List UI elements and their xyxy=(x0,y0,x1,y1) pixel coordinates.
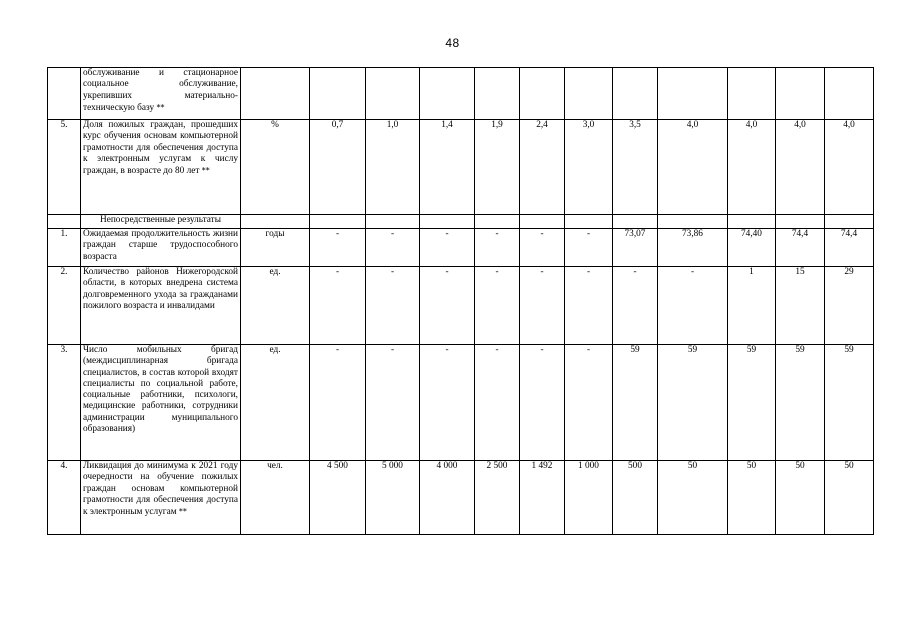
value-cell: 1 492 xyxy=(520,461,565,535)
value-cell: - xyxy=(565,345,613,461)
value-cell: 59 xyxy=(613,345,658,461)
unit-cell: ед. xyxy=(241,267,310,345)
value-cell xyxy=(613,68,658,120)
footnote-marker: ** xyxy=(201,166,210,176)
value-cell: - xyxy=(475,267,520,345)
value-cell xyxy=(366,68,420,120)
row-number-cell: 3. xyxy=(48,345,81,461)
empty-cell xyxy=(776,215,825,229)
empty-cell xyxy=(420,215,475,229)
value-cell: - xyxy=(366,267,420,345)
indicator-description: Число мобильных бригад (междисциплинарная бригада специалистов, в состав которой входят специалисты по социальной работе, социальные работники, психологи, медицинские работники, сотрудники администрации муниципального образования) xyxy=(83,345,238,435)
value-cell: - xyxy=(310,345,366,461)
value-cell xyxy=(310,68,366,120)
value-cell: 73,86 xyxy=(658,229,728,267)
value-cell: 50 xyxy=(776,461,825,535)
value-cell: 4,0 xyxy=(658,120,728,215)
value-cell xyxy=(658,68,728,120)
value-cell: - xyxy=(520,229,565,267)
value-cell: - xyxy=(520,345,565,461)
value-cell: - xyxy=(565,267,613,345)
indicator-description: Доля пожилых граждан, прошедших курс обучения основам компьютерной грамотности для обеспечения доступа к электронным услугам к числу граждан, в возрасте до 80 лет xyxy=(83,120,238,177)
indicator-description-cell xyxy=(81,68,241,120)
value-cell: - xyxy=(366,229,420,267)
value-cell xyxy=(825,68,874,120)
value-cell: 15 xyxy=(776,267,825,345)
value-cell: 59 xyxy=(728,345,776,461)
value-cell: - xyxy=(310,267,366,345)
value-cell: 1 000 xyxy=(565,461,613,535)
row-number-cell xyxy=(48,215,81,229)
value-cell: - xyxy=(475,345,520,461)
value-cell: 73,07 xyxy=(613,229,658,267)
row-number-cell: 2. xyxy=(48,267,81,345)
table-row xyxy=(48,345,874,461)
value-cell: 74,4 xyxy=(825,229,874,267)
indicator-description-cell xyxy=(81,461,241,535)
table-row xyxy=(48,229,874,267)
value-cell xyxy=(728,68,776,120)
empty-cell xyxy=(565,215,613,229)
indicator-description: Ликвидация до минимума к 2021 году очередности на обучение пожилых граждан основам компьютерной грамотности для обеспечения доступа к электронным услугам xyxy=(83,461,238,518)
value-cell: - xyxy=(420,229,475,267)
value-cell xyxy=(776,68,825,120)
value-cell xyxy=(565,68,613,120)
table-body xyxy=(48,68,874,535)
unit-cell: чел. xyxy=(241,461,310,535)
value-cell: 59 xyxy=(825,345,874,461)
indicator-description-cell xyxy=(81,345,241,461)
indicators-table xyxy=(47,67,874,535)
value-cell: 3,0 xyxy=(565,120,613,215)
table-row xyxy=(48,68,874,120)
empty-cell xyxy=(475,215,520,229)
empty-cell xyxy=(310,215,366,229)
value-cell: 4,0 xyxy=(728,120,776,215)
indicator-description-cell xyxy=(81,120,241,215)
value-cell: - xyxy=(475,229,520,267)
unit-cell xyxy=(241,68,310,120)
table-row xyxy=(48,120,874,215)
value-cell: 1 xyxy=(728,267,776,345)
value-cell: 1,0 xyxy=(366,120,420,215)
value-cell: 50 xyxy=(728,461,776,535)
empty-cell xyxy=(241,215,310,229)
indicator-description: Количество районов Нижегородской области, в которых внедрена система долговременного ухода за гражданами пожилого возраста и инвалидами xyxy=(83,267,238,311)
value-cell: 500 xyxy=(613,461,658,535)
row-number-cell: 5. xyxy=(48,120,81,215)
row-number-cell xyxy=(48,68,81,120)
unit-cell: ед. xyxy=(241,345,310,461)
footnote-marker: ** xyxy=(178,507,187,517)
unit-cell: годы xyxy=(241,229,310,267)
empty-cell xyxy=(613,215,658,229)
empty-cell xyxy=(366,215,420,229)
table-row xyxy=(48,461,874,535)
indicator-description: Ожидаемая продолжительность жизни граждан старше трудоспособного возраста xyxy=(83,229,238,262)
indicator-description-cell xyxy=(81,229,241,267)
value-cell: 5 000 xyxy=(366,461,420,535)
value-cell: 50 xyxy=(658,461,728,535)
value-cell: 0,7 xyxy=(310,120,366,215)
value-cell: - xyxy=(366,345,420,461)
value-cell: - xyxy=(658,267,728,345)
value-cell xyxy=(520,68,565,120)
value-cell xyxy=(420,68,475,120)
value-cell: 29 xyxy=(825,267,874,345)
page-number: 48 xyxy=(445,36,460,50)
value-cell: - xyxy=(420,345,475,461)
indicator-description: обслуживание и стационарное социальное обслуживание, укрепивших материально-техническую базу xyxy=(83,68,238,113)
value-cell: 4 000 xyxy=(420,461,475,535)
section-heading: Непосредственные результаты xyxy=(81,215,241,229)
footnote-marker: ** xyxy=(156,102,165,112)
value-cell: 4,0 xyxy=(776,120,825,215)
row-number-cell: 4. xyxy=(48,461,81,535)
empty-cell xyxy=(520,215,565,229)
value-cell: - xyxy=(520,267,565,345)
value-cell: 4 500 xyxy=(310,461,366,535)
value-cell: 59 xyxy=(658,345,728,461)
value-cell: - xyxy=(310,229,366,267)
value-cell: 1,4 xyxy=(420,120,475,215)
value-cell: 59 xyxy=(776,345,825,461)
empty-cell xyxy=(825,215,874,229)
value-cell: 4,0 xyxy=(825,120,874,215)
value-cell xyxy=(475,68,520,120)
section-row xyxy=(48,215,874,229)
value-cell: - xyxy=(565,229,613,267)
unit-cell: % xyxy=(241,120,310,215)
value-cell: 50 xyxy=(825,461,874,535)
value-cell: 1,9 xyxy=(475,120,520,215)
value-cell: 74,40 xyxy=(728,229,776,267)
empty-cell xyxy=(728,215,776,229)
empty-cell xyxy=(658,215,728,229)
value-cell: - xyxy=(420,267,475,345)
indicator-description-cell xyxy=(81,267,241,345)
value-cell: 74,4 xyxy=(776,229,825,267)
value-cell: 3,5 xyxy=(613,120,658,215)
value-cell: - xyxy=(613,267,658,345)
value-cell: 2,4 xyxy=(520,120,565,215)
row-number-cell: 1. xyxy=(48,229,81,267)
table-row xyxy=(48,267,874,345)
value-cell: 2 500 xyxy=(475,461,520,535)
